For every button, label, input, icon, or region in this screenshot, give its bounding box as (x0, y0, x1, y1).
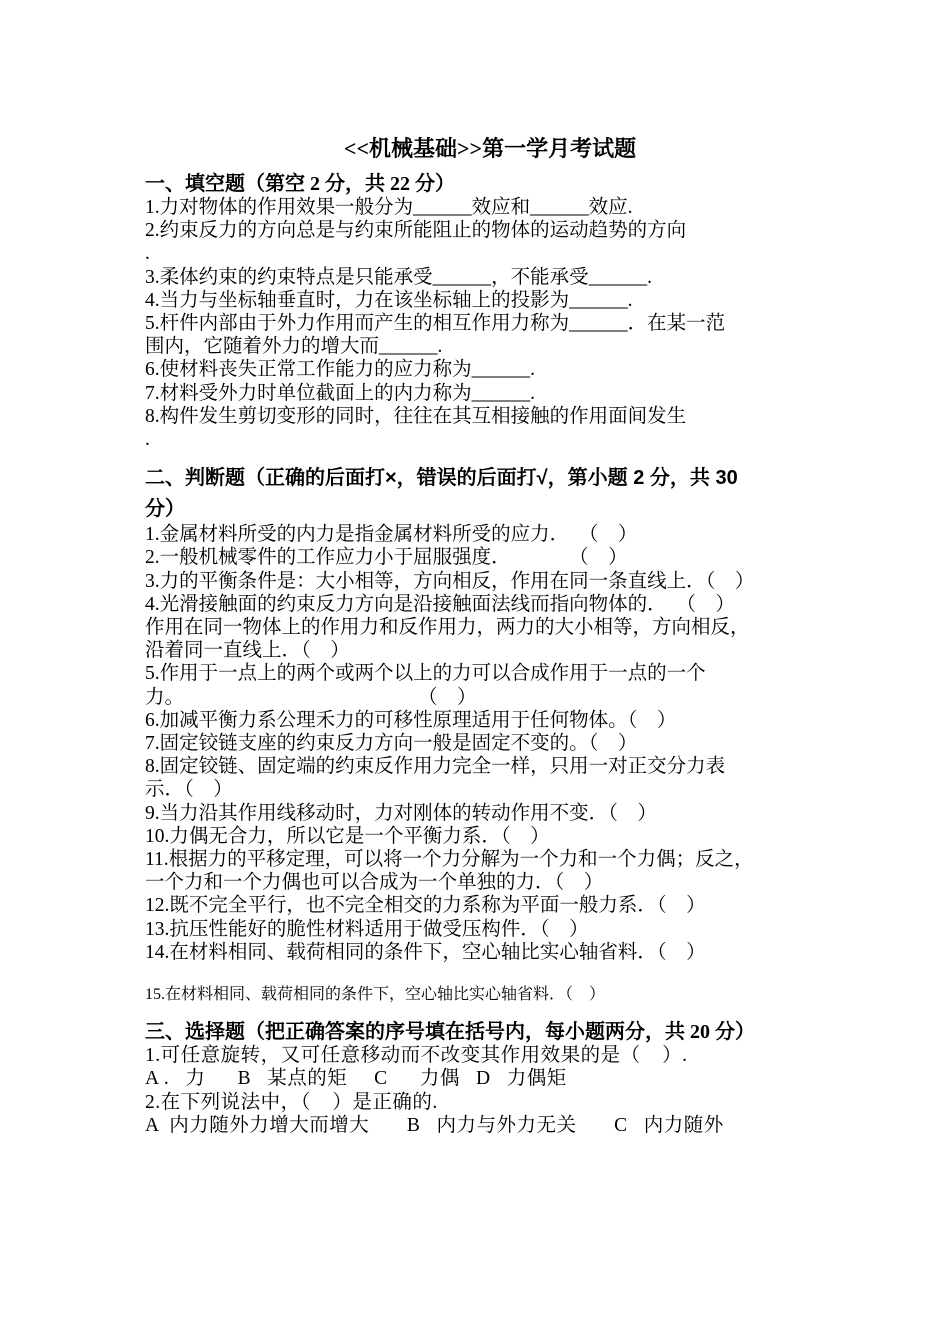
section-2-line: 示．（ ） (145, 779, 233, 801)
section-2-line: 7.固定铰链支座的约束反力方向一般是固定不变的。（ ） (145, 733, 638, 755)
section-2-line: 1.金属材料所受的内力是指金属材料所受的应力． （ ） (145, 524, 638, 546)
section-1-heading: 一、填空题（第空 2 分，共 22 分） (145, 173, 455, 195)
section-1-line: . (145, 243, 150, 265)
section-1-line: 1.力对物体的作用效果一般分为______效应和______效应. (145, 197, 633, 218)
section-1-line: . (145, 429, 150, 451)
section-1-line: 4.当力与坐标轴垂直时，力在该坐标轴上的投影为______. (145, 289, 633, 311)
section-2-line: 9.当力沿其作用线移动时，力对刚体的转动作用不变．（ ） (145, 802, 657, 824)
section-2-line: 作用在同一物体上的作用力和反作用力，两力的大小相等，方向相反， (145, 617, 750, 639)
section-3-line: 1.可任意旋转，又可任意移动而不改变其作用效果的是（ ）. (145, 1045, 688, 1067)
section-2-line: 4.光滑接触面的约束反力方向是沿接触面法线而指向物体的． （ ） (145, 593, 735, 615)
section-1-line: 6.使材料丧失正常工作能力的应力称为______. (145, 359, 536, 381)
section-2-line: 力。 （ ） (145, 686, 477, 708)
section-2-heading: 二、判断题（正确的后面打×，错误的后面打√，第小题 2 分，共 30 (145, 467, 738, 490)
section-2-line: 沿着同一直线上．（ ） (145, 640, 350, 662)
section-2-heading-cont: 分） (145, 498, 185, 521)
section-2-line: 12.既不完全平行，也不完全相交的力系称为平面一般力系．（ ） (145, 895, 706, 917)
section-2-line: 11.根据力的平移定理，可以将一个力分解为一个力和一个力偶；反之， (145, 849, 754, 871)
section-2-line: 8.固定铰链、固定端的约束反作用力完全一样，只用一对正交分力表 (145, 756, 726, 778)
section-1-line: 2.约束反力的方向总是与约束所能阻止的物体的运动趋势的方向 (145, 220, 687, 242)
section-1-line: 7.材料受外力时单位截面上的内力称为______. (145, 382, 536, 404)
exam-page (145, 134, 815, 1137)
section-2-line: 3.力的平衡条件是：大小相等，方向相反，作用在同一条直线上．（ ） (145, 570, 755, 592)
section-1-line: 5.杆件内部由于外力作用而产生的相互作用力称为______．在某一范 (145, 313, 726, 335)
section-2-line: 一个力和一个力偶也可以合成为一个单独的力．（ ） (145, 872, 604, 894)
section-3-heading: 三、选择题（把正确答案的序号填在括号内，每小题两分，共 20 分） (145, 1021, 755, 1044)
section-2-line: 14.在材料相同、载荷相同的条件下，空心轴比实心轴省料．（ ） (145, 941, 706, 963)
section-2-line: 10.力偶无合力，所以它是一个平衡力系．（ ） (145, 825, 550, 847)
section-3-line: A 内力随外力增大而增大 B 内力与外力无关 C 内力随外 (145, 1114, 724, 1136)
section-1-line: 8.构件发生剪切变形的同时，往往在其互相接触的作用面间发生 (145, 405, 687, 427)
section-2-line: 6.加减平衡力系公理禾力的可移性原理适用于任何物体。（ ） (145, 709, 677, 731)
section-3-line: A . 力 B 某点的矩 C 力偶 D 力偶矩 (145, 1068, 567, 1090)
section-2-line: 13.抗压性能好的脆性材料适用于做受压构件．（ ） (145, 918, 589, 940)
section-2-line: 2.一般机械零件的工作应力小于屈服强度． （ ） (145, 547, 628, 569)
section-3-line: 2.在下列说法中，（ ）是正确的. (145, 1091, 438, 1113)
section-1-line: 围内，它随着外力的增大而______. (145, 336, 443, 358)
section-1-line: 3.柔体约束的约束特点是只能承受______，不能承受______. (145, 266, 653, 288)
section-2-line: 5.作用于一点上的两个或两个以上的力可以合成作用于一点的一个 (145, 663, 706, 685)
section-2-q15: 15.在材料相同、载荷相同的条件下，空心轴比实心轴省料．（ ） (145, 986, 606, 1004)
exam-title: <<机械基础>>第一学月考试题 (343, 136, 637, 161)
